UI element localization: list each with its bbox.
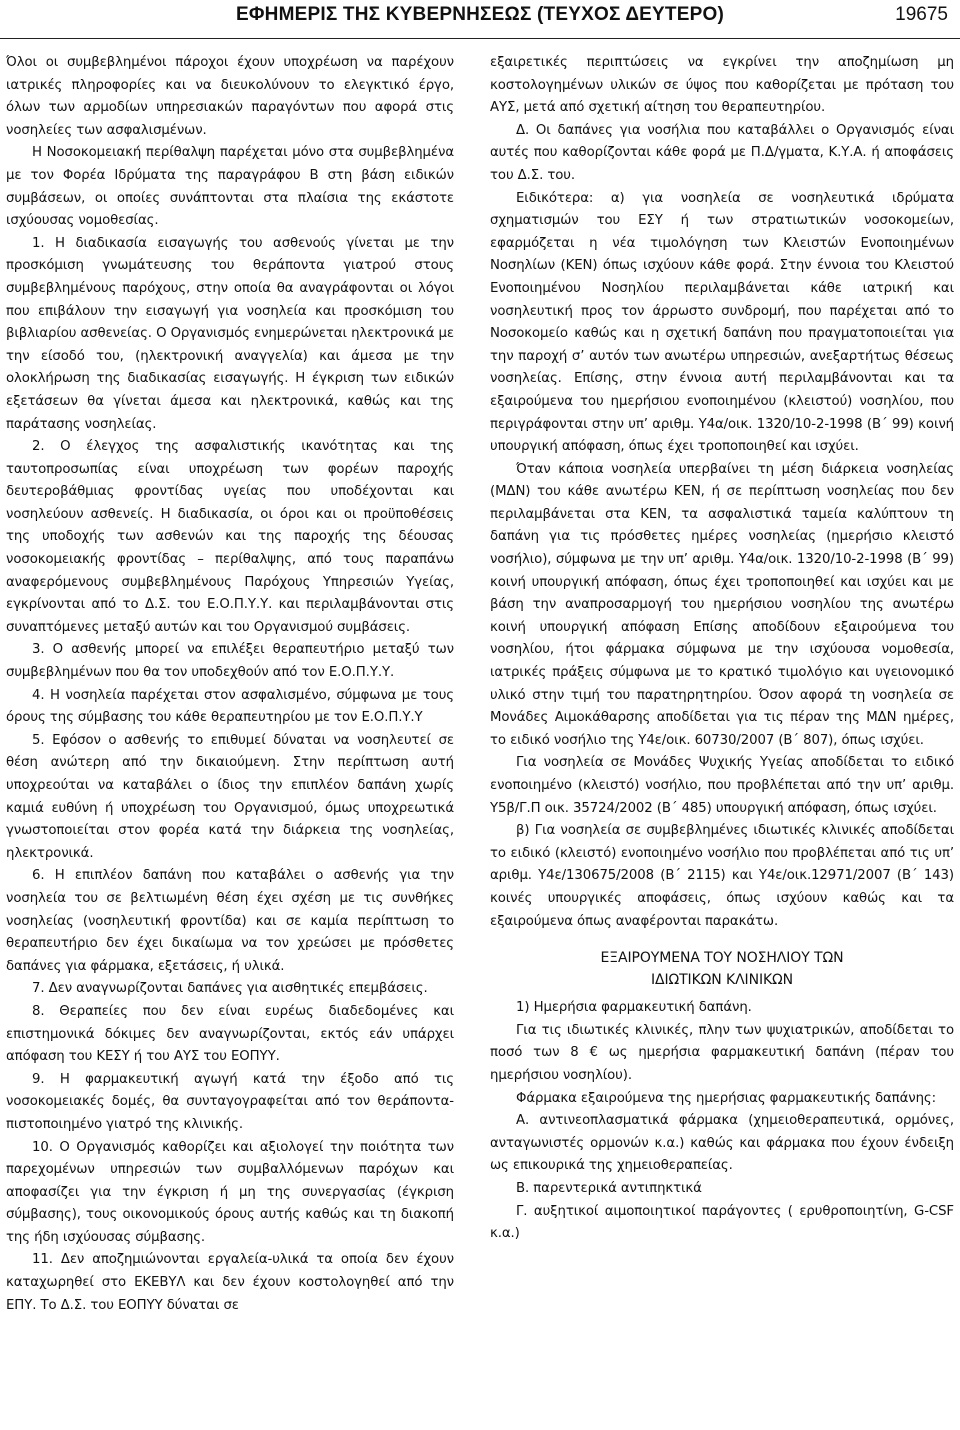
left-column: [6, 52, 454, 1317]
paragraph: Για νοσηλεία σε Μονάδες Ψυχικής Υγείας αποδίδεται το ειδικό ενοποιημένο (κλειστό) νοσήλιο, που προβλέπεται από την υπ’ αριθμ. Υ5β/Γ.Π οικ. 35724/2002 (Β΄ 485) υπουργική απόφαση, όπως ισχύει.: [490, 755, 954, 816]
paragraph: 3. Ο ασθενής μπορεί να επιλέξει θεραπευτήριο μεταξύ των συμβεβλημένων που θα τον υποδεχθούν από τον Ε.Ο.Π.Υ.Υ.: [6, 642, 454, 681]
paragraph: Όλοι οι συμβεβλημένοι πάροχοι έχουν υποχρέωση να παρέχουν ιατρικές πληροφορίες και να διευκολύνουν το ελεγκτικό έργο, όλων των αρμοδίων υπηρεσιακών παραγόντων που αφορά στις νοσηλείες των ασφαλισμένων.: [6, 55, 454, 138]
paragraph: εξαιρετικές περιπτώσεις να εγκρίνει την αποζημίωση μη κοστολογημένων υλικών σε ύψος που καθορίζεται με πρόταση του ΑΥΣ, μετά από σχετική αίτηση του θεραπευτηρίου.: [490, 55, 954, 116]
paragraph: 2. Ο έλεγχος της ασφαλιστικής ικανότητας και της ταυτοπροσωπίας είναι υποχρέωση των φορέων παροχής δευτεροβάθμιας φροντίδας υγείας που υποδέχονται και νοσηλεύουν ασθενείς. Η διαδικασία, οι όροι και οι προϋποθέσεις της υποδοχής των ασθενών και της παροχής της δέουσας νοσοκομειακής φροντίδας – περίθαλψης, από τους παραπάνω αναφερόμενους συμβεβλημένους Παρόχους Υπηρεσιών Υγείας, εγκρίνονται από το Δ.Σ. του Ε.Ο.Π.Υ.Υ. και περιλαμβάνονται στις συναπτόμενες μεταξύ αυτών και του Οργανισμού συμβάσεις.: [6, 439, 454, 635]
paragraph: Η Νοσοκομειακή περίθαλψη παρέχεται μόνο στα συμβεβλημένα με τον Φορέα Ιδρύματα της παραγράφου Β στη βάση ειδικών συμβάσεων, οι οποίες συνάπτονται στα πλαίσια της εκάστοτε ισχύουσας νομοθεσίας.: [6, 145, 454, 229]
paragraph: Γ. αυξητικοί αιμοποιητικοί παράγοντες ( ερυθροποιητίνη, G-CSF κ.α.): [490, 1203, 954, 1242]
paragraph: Β. παρεντερικά αντιπηκτικά: [516, 1180, 702, 1196]
section-heading: [490, 947, 954, 991]
paragraph: Α. αντινεοπλασματικά φάρμακα (χημειοθεραπευτικά, ορμόνες, ανταγωνιστές ορμονών κ.α.) καθώς και φάρμακα που έχουν ένδειξη ως επικουρικά της χημειοθεραπείας.: [490, 1113, 954, 1174]
paragraph: 10. Ο Οργανισμός καθορίζει και αξιολογεί την ποιότητα των παρεχομένων υπηρεσιών των συμβαλλόμενων παρόχων και αποφασίζει για την έγκριση ή μη της συνεργασίας (έγκριση σύμβασης), τους οικονομικούς όρους αυτής καθώς και τη διακοπή της ήδη ισχύουσας σύμβασης.: [6, 1139, 454, 1245]
paragraph: Φάρμακα εξαιρούμενα της ημερήσιας φαρμακευτικής δαπάνης:: [516, 1090, 936, 1106]
section-heading-line-1: ΕΞΑΙΡΟΥΜΕΝΑ ΤΟΥ ΝΟΣΗΛΙΟΥ ΤΩΝ: [600, 950, 844, 967]
paragraph: 1. Η διαδικασία εισαγωγής του ασθενούς γίνεται με την προσκόμιση γνωμάτευσης του θεράποντα γιατρού στους συμβεβλημένους παρόχους, στην οποία θα αναγράφονται οι λόγοι που επιβάλουν την εισαγωγή για νοσηλεία και προσκόμιση του βιβλιαρίου ασθενείας. Ο Οργανισμός ενημερώνεται ηλεκτρονικά με την είσοδό του, (ηλεκτρονική αναγγελία) και άμεσα με την ολοκλήρωση της διαδικασίας εισαγωγής. Η έγκριση των ειδικών εξετάσεων θα γίνεται άμεσα και ηλεκτρονικά, καθώς και της παράτασης νοσηλείας.: [6, 235, 454, 432]
paragraph: 7. Δεν αναγνωρίζονται δαπάνες για αισθητικές επεμβάσεις.: [32, 981, 428, 997]
paragraph: β) Για νοσηλεία σε συμβεβλημένες ιδιωτικές κλινικές αποδίδεται το ειδικό (κλειστό) ενοποιημένο νοσήλιο που προβλέπεται από τις υπ’ αριθμ. Υ4ε/130675/2008 (Β΄ 2115) και Υ4ε/οικ.12971/2007 (Β΄ 143) κοινές υπουργικές αποφάσεις, όπως ισχύουν καθώς και τα εξαιρούμενα όπως αναφέρονται παρακάτω.: [490, 823, 954, 929]
paragraph: 11. Δεν αποζημιώνονται εργαλεία-υλικά τα οποία δεν έχουν καταχωρηθεί στο ΕΚΕΒΥΛ και δεν έχουν κοστολογηθεί από την ΕΠΥ. Το Δ.Σ. του ΕΟΠΥΥ δύναται σε: [6, 1252, 454, 1313]
paragraph: 8. Θεραπείες που δεν είναι ευρέως διαδεδομένες και επιστημονικά δόκιμες δεν αναγνωρίζονται, εκτός εάν υπάρχει απόφαση του ΚΕΣΥ ή του ΑΥΣ του ΕΟΠΥΥ.: [6, 1003, 454, 1065]
right-column: [490, 52, 954, 1246]
page-number: 19675: [895, 4, 948, 25]
page-header: [0, 4, 960, 30]
gazette-title: ΕΦΗΜΕΡΙΣ ΤΗΣ ΚΥΒΕΡΝΗΣΕΩΣ (ΤΕΥΧΟΣ ΔΕΥΤΕΡΟ): [236, 4, 724, 25]
paragraph: 5. Εφόσον ο ασθενής το επιθυμεί δύναται να νοσηλευτεί σε θέση ανώτερη από την δικαιούμενη. Στην περίπτωση αυτή υποχρεούται να καταβάλει ο ίδιος την επιπλέον δαπάνη χωρίς καμιά ευθύνη ή υποχρέωση του Οργανισμού, όμως υποχρεωτικά γνωστοποιείται στον φορέα κατά την διάρκεια της νοσηλείας, ηλεκτρονικά.: [6, 732, 454, 861]
paragraph: Ειδικότερα: α) για νοσηλεία σε νοσηλευτικά ιδρύματα σχηματισμών του ΕΣΥ ή των στρατιωτικών νοσοκομείων, εφαρμόζεται η νέα τιμολόγηση των Κλειστών Ενοποιημένων Νοσηλίων (ΚΕΝ) όπως ισχύουν κάθε φορά. Στην έννοια του Κλειστού Ενοποιημένου Νοσηλίου περιλαμβάνεται κάθε ιατρική και νοσηλευτική προς τον άρρωστο συνδρομή, που παρέχεται από το Νοσοκομείο καθώς και η σχετική δαπάνη που πραγματοποιείται για την παροχή σ’ αυτόν των ανωτέρω υπηρεσιών, ανεξαρτήτως θέσεως νοσηλείας. Επίσης, στην έννοια αυτή περιλαμβάνονται και τα εξαιρούμενα του ημερήσιου ενοποιημένου (κλειστού) νοσηλίου, που περιγράφονται στην υπ’ αριθμ. Υ4α/οικ. 1320/10-2-1998 (Β΄ 99) κοινή υπουργική απόφαση, όπως έχει τροποποιηθεί και ισχύει.: [490, 190, 954, 455]
paragraph: 9. Η φαρμακευτική αγωγή κατά την έξοδο από τις νοσοκομειακές δομές, θα συνταγογραφείται από τον θεράποντα-πιστοποιημένο γιατρό της κλινικής.: [6, 1071, 454, 1132]
paragraph: 4. Η νοσηλεία παρέχεται στον ασφαλισμένο, σύμφωνα με τους όρους της σύμβασης του κάθε θεραπευτηρίου με τον Ε.Ο.Π.Υ.Υ: [6, 687, 454, 726]
paragraph: Για τις ιδιωτικές κλινικές, πλην των ψυχιατρικών, αποδίδεται το ποσό των 8 € ως ημερήσια φαρμακευτική δαπάνη (πέραν του ημερήσιου νοσηλίου).: [490, 1022, 954, 1083]
paragraph: Δ. Οι δαπάνες για νοσήλια που καταβάλλει ο Οργανισμός είναι αυτές που καθορίζονται κάθε φορά με Π.Δ/γματα, Κ.Υ.Α. ή αποφάσεις του Δ.Σ. του.: [490, 122, 954, 183]
section-heading-line-2: ΙΔΙΩΤΙΚΩΝ ΚΛΙΝΙΚΩΝ: [650, 972, 794, 989]
paragraph: Όταν κάποια νοσηλεία υπερβαίνει τη μέση διάρκεια νοσηλείας (ΜΔΝ) του κάθε ανωτέρω ΚΕΝ, ή σε περίπτωση νοσηλείας που δεν περιλαμβάνεται στα ΚΕΝ, τα ασφαλιστικά ταμεία καλύπτουν τη δαπάνη για τις πρόσθετες ημέρες νοσηλείας (ημερήσιο κλειστό νοσήλιο), σύμφωνα με την υπ’ αριθμ. Υ4α/οικ. 1320/10-2-1998 (Β΄ 99) κοινή υπουργική απόφαση, όπως έχει τροποποιηθεί και ισχύει και με βάση την αναπροσαρμογή του ημερήσιου νοσηλίου της ανωτέρω κοινή υπουργική απόφαση Επίσης αποδίδουν εξαιρούμενα του νοσηλίου, ήτοι φάρμακα σύμφωνα με την ισχύουσα νομοθεσία, ιατρικές πράξεις σύμφωνα με το κρατικό τιμολόγιο και υγειονομικό υλικό στην τιμή του παρατηρητηρίου. Όσον αφορά τη νοσηλεία σε Μονάδες Αιμοκάθαρσης αποδίδεται για τις πέραν της ΜΔΝ ημέρες, το ειδικό νοσήλιο της Υ4ε/οικ. 60730/2007 (Β΄ 807), όπως ισχύει.: [490, 461, 954, 748]
paragraph: 1) Ημερήσια φαρμακευτική δαπάνη.: [516, 1000, 752, 1016]
paragraph: 6. Η επιπλέον δαπάνη που καταβάλει ο ασθενής για την νοσηλεία του σε βελτιωμένη θέση έχει σχέση με τις συνθήκες νοσηλείας (νοσηλευτική φροντίδα) και σε καμία περίπτωση το θεραπευτήριο δεν έχει δικαίωμα να τον χρεώσει με πρόσθετες δαπάνες για φάρμακα, εξετάσεις, ή υλικά.: [6, 868, 454, 974]
header-divider: [0, 38, 960, 39]
